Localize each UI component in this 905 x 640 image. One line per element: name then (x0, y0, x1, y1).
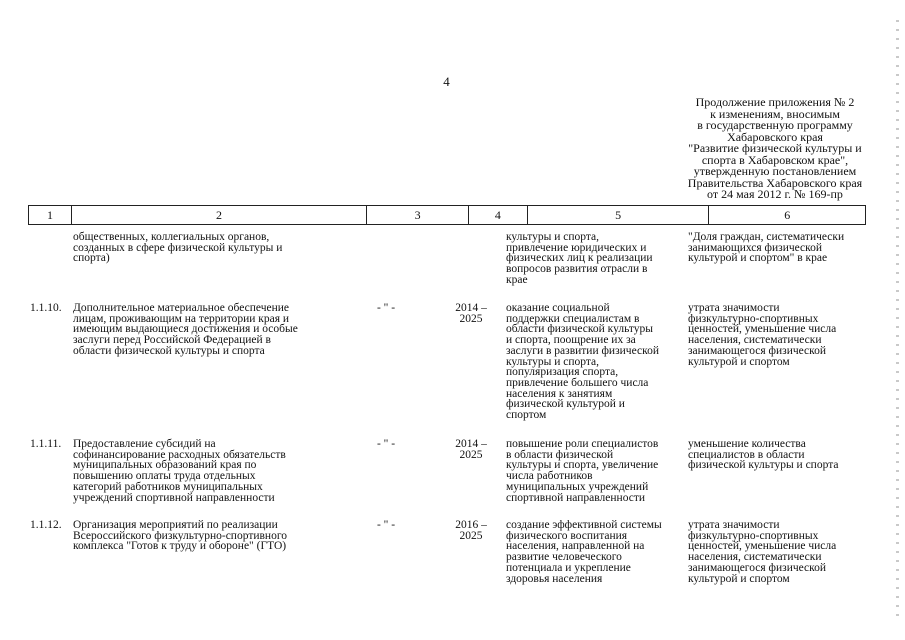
row-result (506, 439, 684, 503)
page-number: 4 (443, 74, 450, 89)
text-line: повышение роли специалистов (506, 438, 659, 450)
annex-line: спорта в Хабаровском крае", (701, 152, 849, 167)
text-line: 2025 (459, 312, 483, 325)
text-line: вопросов развития отрасли в (506, 263, 648, 276)
text-line: комплекса "Готов к труду и обороне" (ГТО) (73, 540, 287, 553)
text-line: физической культурой и (506, 398, 625, 411)
text-line: ценностей, уменьшение числа (688, 540, 837, 553)
text-line: 2025 (459, 529, 483, 542)
row-period (437, 520, 505, 541)
text-line: поддержки специалистам в (506, 312, 640, 325)
text-line: софинансирование расходных обязательств (73, 448, 286, 461)
row-consequences (688, 439, 864, 471)
text-line: "Доля граждан, систематически (688, 231, 845, 243)
annex-line: Хабаровского края (727, 129, 823, 144)
text-line: специалистов в области (688, 448, 805, 461)
row-measure (73, 439, 363, 503)
text-line: области физической культуры (506, 323, 653, 336)
header-cell-2: 2 (71, 206, 366, 224)
text-line: учреждений спортивной направленности (73, 491, 275, 504)
row-number: 1.1.10. (30, 302, 62, 314)
annex-line: от 24 мая 2012 г. № 169-пр (707, 187, 843, 201)
text-line: области физической культуры и спорта (73, 344, 265, 357)
text-line: здоровья населения (506, 572, 603, 585)
text-line: созданных в сфере физической культуры и (73, 241, 283, 254)
row-executor: - " - (376, 438, 396, 450)
header-cell-6: 6 (708, 206, 865, 224)
text-line: Дополнительное материальное обеспечение (73, 302, 290, 314)
text-line: 2025 (459, 448, 483, 461)
row-number: 1.1.12. (30, 519, 62, 531)
annex-line: утвержденную постановлением (693, 164, 857, 178)
text-line: населения к занятиям (506, 387, 613, 400)
text-line: культурой и спортом (688, 355, 790, 368)
scan-edge-marks (896, 20, 899, 620)
row-period (437, 439, 505, 460)
text-line: занимающихся физической (688, 241, 823, 254)
text-line: 2014 – (455, 438, 487, 450)
text-line: населения, направленной на (506, 540, 645, 553)
annex-heading (655, 97, 895, 201)
text-line: физической культуры и спорта (688, 459, 839, 472)
text-line: культурой и спортом (688, 572, 790, 585)
annex-line: к изменениям, вносимым (710, 106, 840, 121)
continuation-consequences (688, 232, 864, 264)
text-line: культуры и спорта, (506, 355, 599, 368)
continuation-result (506, 232, 684, 286)
text-line: занимающегося физической (688, 561, 827, 574)
row-period (437, 303, 505, 324)
text-line: создание эффективной системы (506, 519, 662, 531)
text-line: физкультурно-спортивных (688, 312, 819, 325)
text-line: имеющим выдающиеся достижения и особые (73, 323, 298, 336)
text-line: Организация мероприятий по реализации (73, 519, 278, 531)
header-cell-3: 3 (366, 206, 468, 224)
text-line: культуры и спорта, (506, 231, 599, 243)
annex-line: Правительства Хабаровского края (687, 175, 863, 190)
text-line: повышению оплаты труда отдельных (73, 470, 256, 483)
text-line: Предоставление субсидий на (73, 438, 216, 450)
text-line: развитие человеческого (506, 551, 622, 564)
row-consequences (688, 520, 864, 584)
text-line: спортом (506, 409, 547, 422)
text-line: 2016 – (455, 519, 487, 531)
text-line: населения, систематически (688, 551, 822, 564)
text-line: физических лиц к реализации (506, 252, 653, 265)
text-line: культурой и спортом" в крае (688, 252, 828, 265)
row-number: 1.1.11. (30, 438, 62, 450)
text-line: культуры и спорта, увеличение (506, 459, 659, 472)
table-header-row (28, 205, 866, 225)
row-result (506, 520, 684, 584)
text-line: муниципальных образований края по (73, 459, 257, 472)
text-line: утрата значимости (688, 519, 780, 531)
text-line: 2014 – (455, 302, 487, 314)
text-line: утрата значимости (688, 302, 780, 314)
text-line: крае (506, 273, 528, 286)
text-line: оказание социальной (506, 302, 610, 314)
annex-line: "Развитие физической культуры и (688, 141, 862, 155)
continuation-measure (73, 232, 363, 264)
header-cell-5: 5 (527, 206, 709, 224)
text-line: и спорта, поощрение их за (506, 334, 636, 347)
text-line: ценностей, уменьшение числа (688, 323, 837, 336)
text-line: спортивной направленности (506, 491, 646, 504)
text-line: привлечение большего числа (506, 376, 649, 389)
header-cell-1: 1 (46, 207, 53, 222)
text-line: уменьшение количества (688, 438, 806, 450)
text-line: общественных, коллегиальных органов, (73, 231, 270, 243)
text-line: занимающегося физической (688, 344, 827, 357)
row-consequences (688, 303, 864, 367)
text-line: числа работников (506, 470, 593, 483)
row-executor: - " - (376, 302, 396, 314)
text-line: физического воспитания (506, 529, 628, 542)
row-result (506, 303, 684, 421)
text-line: Всероссийского физкультурно-спортивного (73, 529, 288, 542)
text-line: лицам, проживающим на территории края и (73, 312, 290, 325)
text-line: физкультурно-спортивных (688, 529, 819, 542)
row-measure (73, 303, 363, 357)
text-line: муниципальных учреждений (506, 480, 649, 493)
text-line: в области физической (506, 448, 614, 461)
row-executor: - " - (376, 519, 396, 531)
text-line: заслуги в развитии физической (506, 344, 659, 357)
text-line: населения, систематически (688, 334, 822, 347)
text-line: привлечение юридических и (506, 241, 647, 254)
row-measure (73, 520, 363, 552)
text-line: популяризация спорта, (506, 366, 619, 379)
text-line: спорта) (73, 252, 110, 265)
header-cell-4: 4 (468, 206, 527, 224)
text-line: категорий работников муниципальных (73, 480, 263, 493)
annex-line: Продолжение приложения № 2 (695, 95, 855, 109)
text-line: заслуги перед Российской Федерацией в (73, 334, 271, 347)
annex-line: в государственную программу (697, 118, 853, 132)
text-line: потенциала и укрепление (506, 561, 631, 574)
